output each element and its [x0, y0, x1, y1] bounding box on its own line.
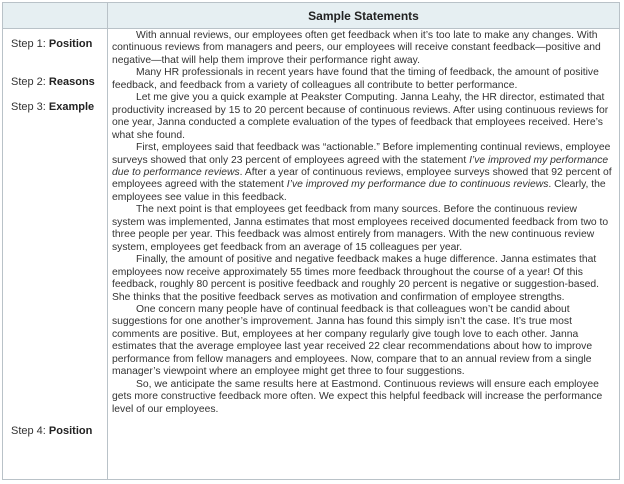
step-1-prefix: Step 1:	[11, 38, 49, 50]
step-1-name: Position	[48, 38, 93, 50]
table-title: Sample Statements	[108, 3, 619, 29]
step-3-label	[11, 101, 94, 114]
paragraph-actionable	[112, 142, 612, 204]
step-1-label	[11, 38, 92, 51]
table-header-row	[3, 3, 619, 29]
step-2-prefix: Step 2:	[11, 76, 49, 88]
paragraph-positive-negative: Finally, the amount of positive and negative feedback makes a huge difference. Janna estimates that employees now receive approximately 55 times more feedback throughout the course of a year! Of this feedback, roughly 80 percent is positive feedback and roughly 20 percent is negative or suggestion-based. She thinks that the positive feedback serves as motivation and confirmation of employee strengths.	[112, 254, 600, 303]
paragraph-concern: One concern many people have of continual feedback is that colleagues won’t be candid about suggestions for one another’s improvement. Janna has found this simply isn’t the case. It’s true most comments are positive. But, employees at her company regularly give tough love to each other. Janna estimates that the average employee last year received 22 clear recommendations about how to improve performance from fellow managers and employees. Now, compare that to an annual review from a single manager’s viewpoint where an employee might get three to four suggestions.	[112, 303, 593, 378]
survey-statement-1: I’ve improved my performance due to performance reviews	[112, 154, 609, 178]
paragraph-reasons: Many HR professionals in recent years have found that the timing of feedback, the amount of positive feedback, and feedback from a variety of colleagues all contribute to better performance.	[112, 67, 599, 91]
step-4-name: Position	[48, 425, 93, 437]
statements-body	[112, 30, 612, 416]
step-2-label	[11, 76, 95, 89]
paragraph-actionable-text-3: . Clearly, the employees see value in this feedback.	[112, 179, 606, 203]
paragraph-actionable-text-2: . After a year of continuous reviews, employee surveys showed that 92 percent of employees agreed with the statement	[112, 166, 612, 191]
step-4-prefix: Step 4:	[11, 425, 49, 437]
paragraph-many-sources: The next point is that employees get feedback from many sources. Before the continuous review system was implemented, Janna estimates that most employees received documented feedback from two to three people per year. This feedback was almost entirely from managers. With the new continuous review system, employees get feedback from an average of 15 colleagues per year.	[112, 204, 609, 253]
paragraph-example-intro: Let me give you a quick example at Peakster Computing. Janna Leahy, the HR director, estimated that productivity increased by 15 to 20 percent because of continuous reviews. After using continuous reviews for one year, Janna conducted a complete evaluation of the types of feedback that employees received. Here’s what she found.	[112, 92, 609, 141]
paragraph-actionable-text-1: First, employees said that feedback was “actionable.” Before implementing continual reviews, employee surveys showed that only 23 percent of employees agreed with the statement	[112, 142, 611, 166]
survey-statement-2: I’ve improved my performance due to continuous reviews	[286, 179, 549, 191]
step-4-label	[11, 425, 92, 438]
step-labels-column	[3, 29, 108, 479]
paragraph-position: With annual reviews, our employees often get feedback when it’s too late to make any changes. With continuous reviews from managers and peers, our employees will receive constant feedback—positive and negative—that will help them improve their performance right away.	[112, 30, 601, 66]
step-3-prefix: Step 3:	[11, 101, 49, 113]
step-2-name: Reasons	[48, 76, 95, 88]
paragraph-conclusion: So, we anticipate the same results here at Eastmond. Continuous reviews will ensure each employee gets more constructive feedback more often. We expect this helpful feedback will increase the performance level of our employees.	[112, 378, 603, 415]
step-3-name: Example	[48, 101, 95, 113]
header-empty-cell	[3, 3, 108, 29]
